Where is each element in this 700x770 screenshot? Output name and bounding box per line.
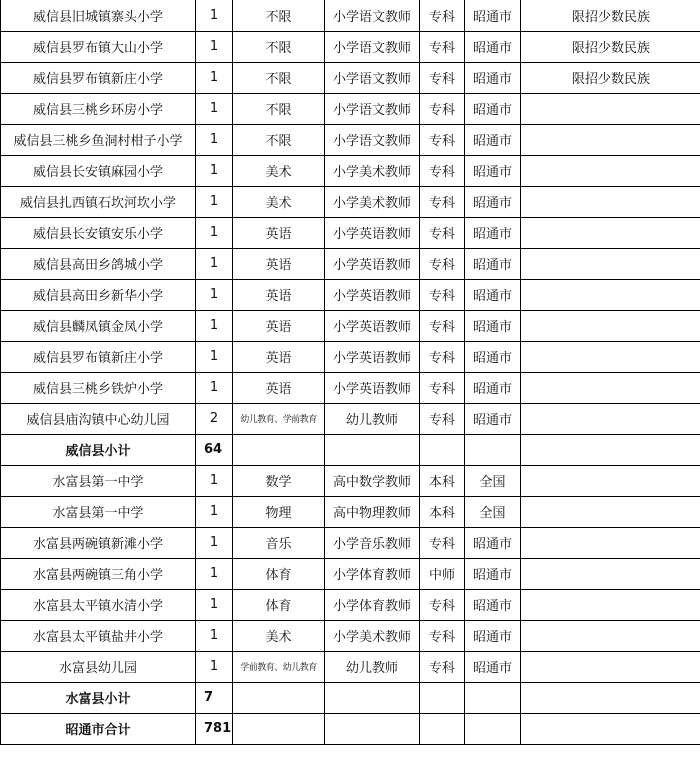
cell-education: 专科 [420, 310, 465, 341]
cell-post [325, 434, 420, 465]
cell-count: 1 [196, 93, 233, 124]
cell-scope: 昭通市 [465, 620, 521, 651]
cell-major: 不限 [233, 93, 325, 124]
cell-count: 64 [196, 434, 233, 465]
cell-unit: 水富县第一中学 [1, 465, 196, 496]
cell-note [521, 93, 700, 124]
cell-major [233, 713, 325, 744]
table-row [1, 341, 700, 372]
cell-major: 数学 [233, 465, 325, 496]
cell-unit: 威信县长安镇麻园小学 [1, 155, 196, 186]
cell-major: 物理 [233, 496, 325, 527]
cell-education: 专科 [420, 93, 465, 124]
cell-count: 7 [196, 682, 233, 713]
cell-note [521, 465, 700, 496]
table-row [1, 62, 700, 93]
cell-post: 小学美术教师 [325, 620, 420, 651]
cell-major: 体育 [233, 558, 325, 589]
cell-note [521, 682, 700, 713]
cell-unit: 威信县三桃乡环房小学 [1, 93, 196, 124]
cell-education: 中师 [420, 558, 465, 589]
cell-major: 英语 [233, 310, 325, 341]
cell-education: 专科 [420, 155, 465, 186]
cell-count: 1 [196, 589, 233, 620]
cell-post: 小学体育教师 [325, 589, 420, 620]
cell-count: 1 [196, 31, 233, 62]
cell-note [521, 310, 700, 341]
table-row [1, 279, 700, 310]
cell-education: 专科 [420, 527, 465, 558]
cell-unit: 昭通市合计 [1, 713, 196, 744]
cell-note [521, 186, 700, 217]
subtotal-row [1, 682, 700, 713]
cell-note [521, 155, 700, 186]
cell-count: 1 [196, 155, 233, 186]
cell-major: 幼儿教育、学前教育 [233, 403, 325, 434]
cell-scope: 昭通市 [465, 124, 521, 155]
table-row [1, 651, 700, 682]
cell-education: 本科 [420, 496, 465, 527]
cell-major: 英语 [233, 341, 325, 372]
cell-post: 幼儿教师 [325, 651, 420, 682]
cell-note: 限招少数民族 [521, 0, 700, 31]
cell-education: 专科 [420, 31, 465, 62]
cell-major: 不限 [233, 0, 325, 31]
cell-count: 1 [196, 558, 233, 589]
table-row [1, 372, 700, 403]
cell-post: 小学音乐教师 [325, 527, 420, 558]
cell-education: 专科 [420, 372, 465, 403]
cell-education: 专科 [420, 651, 465, 682]
cell-post: 小学美术教师 [325, 155, 420, 186]
cell-count: 1 [196, 465, 233, 496]
cell-post: 小学语文教师 [325, 0, 420, 31]
cell-note [521, 527, 700, 558]
table-row [1, 558, 700, 589]
cell-major [233, 682, 325, 713]
cell-education [420, 434, 465, 465]
subtotal-row [1, 434, 700, 465]
cell-scope: 昭通市 [465, 155, 521, 186]
table-row [1, 0, 700, 31]
cell-education: 专科 [420, 341, 465, 372]
cell-scope: 昭通市 [465, 279, 521, 310]
cell-unit: 水富县两碗镇三角小学 [1, 558, 196, 589]
cell-count: 2 [196, 403, 233, 434]
cell-scope: 昭通市 [465, 93, 521, 124]
cell-major [233, 434, 325, 465]
cell-education: 专科 [420, 248, 465, 279]
cell-count: 1 [196, 341, 233, 372]
cell-unit: 威信县旧城镇寨头小学 [1, 0, 196, 31]
cell-unit: 水富县太平镇盐井小学 [1, 620, 196, 651]
cell-post: 小学语文教师 [325, 93, 420, 124]
cell-scope: 全国 [465, 465, 521, 496]
cell-count: 1 [196, 279, 233, 310]
cell-scope: 昭通市 [465, 558, 521, 589]
cell-major: 美术 [233, 155, 325, 186]
cell-unit: 威信县三桃乡铁炉小学 [1, 372, 196, 403]
cell-note [521, 248, 700, 279]
cell-post: 小学语文教师 [325, 62, 420, 93]
cell-scope [465, 434, 521, 465]
cell-count: 1 [196, 0, 233, 31]
cell-note [521, 496, 700, 527]
cell-unit: 威信县长安镇安乐小学 [1, 217, 196, 248]
cell-scope: 昭通市 [465, 372, 521, 403]
cell-unit: 威信县庙沟镇中心幼儿园 [1, 403, 196, 434]
cell-scope: 昭通市 [465, 527, 521, 558]
cell-unit: 水富县两碗镇新滩小学 [1, 527, 196, 558]
cell-note [521, 124, 700, 155]
cell-unit: 威信县高田乡鸽城小学 [1, 248, 196, 279]
cell-note [521, 434, 700, 465]
cell-major: 学前教育、幼儿教育 [233, 651, 325, 682]
cell-education [420, 682, 465, 713]
cell-education: 专科 [420, 403, 465, 434]
cell-major: 不限 [233, 31, 325, 62]
cell-note [521, 341, 700, 372]
cell-education: 专科 [420, 124, 465, 155]
cell-count: 1 [196, 527, 233, 558]
table-row [1, 310, 700, 341]
table-row [1, 465, 700, 496]
cell-note: 限招少数民族 [521, 62, 700, 93]
cell-scope: 全国 [465, 496, 521, 527]
cell-count: 1 [196, 372, 233, 403]
cell-count: 1 [196, 310, 233, 341]
cell-education: 专科 [420, 620, 465, 651]
cell-unit: 威信县扎西镇石坎河坎小学 [1, 186, 196, 217]
cell-education: 专科 [420, 0, 465, 31]
cell-major: 不限 [233, 124, 325, 155]
cell-scope: 昭通市 [465, 310, 521, 341]
table-row [1, 217, 700, 248]
cell-education: 专科 [420, 589, 465, 620]
cell-scope [465, 713, 521, 744]
cell-major: 体育 [233, 589, 325, 620]
cell-scope: 昭通市 [465, 248, 521, 279]
table-row [1, 589, 700, 620]
cell-major: 音乐 [233, 527, 325, 558]
cell-post: 小学英语教师 [325, 341, 420, 372]
cell-scope: 昭通市 [465, 217, 521, 248]
cell-unit: 水富县幼儿园 [1, 651, 196, 682]
cell-scope: 昭通市 [465, 341, 521, 372]
cell-major: 英语 [233, 248, 325, 279]
cell-unit: 水富县小计 [1, 682, 196, 713]
cell-education: 专科 [420, 186, 465, 217]
cell-count: 781 [196, 713, 233, 744]
table-row [1, 496, 700, 527]
cell-post: 小学英语教师 [325, 310, 420, 341]
cell-post: 小学美术教师 [325, 186, 420, 217]
cell-scope: 昭通市 [465, 589, 521, 620]
cell-post: 小学英语教师 [325, 217, 420, 248]
cell-scope: 昭通市 [465, 0, 521, 31]
cell-count: 1 [196, 248, 233, 279]
cell-count: 1 [196, 651, 233, 682]
cell-unit: 威信县罗布镇大山小学 [1, 31, 196, 62]
table-row [1, 124, 700, 155]
cell-unit: 威信县罗布镇新庄小学 [1, 62, 196, 93]
table-row [1, 620, 700, 651]
cell-note [521, 279, 700, 310]
cell-note [521, 558, 700, 589]
cell-unit: 威信县高田乡新华小学 [1, 279, 196, 310]
cell-count: 1 [196, 186, 233, 217]
cell-note [521, 620, 700, 651]
table-row [1, 403, 700, 434]
cell-post: 小学英语教师 [325, 248, 420, 279]
cell-unit: 威信县罗布镇新庄小学 [1, 341, 196, 372]
cell-unit: 水富县太平镇水清小学 [1, 589, 196, 620]
table-row [1, 527, 700, 558]
cell-unit: 水富县第一中学 [1, 496, 196, 527]
cell-note: 限招少数民族 [521, 31, 700, 62]
cell-education [420, 713, 465, 744]
cell-major: 英语 [233, 279, 325, 310]
cell-count: 1 [196, 620, 233, 651]
cell-education: 专科 [420, 217, 465, 248]
table-body [1, 0, 700, 744]
cell-education: 专科 [420, 279, 465, 310]
table-row [1, 93, 700, 124]
subtotal-row [1, 713, 700, 744]
cell-major: 英语 [233, 217, 325, 248]
cell-note [521, 713, 700, 744]
cell-note [521, 403, 700, 434]
cell-post: 小学体育教师 [325, 558, 420, 589]
cell-scope [465, 682, 521, 713]
cell-scope: 昭通市 [465, 186, 521, 217]
cell-scope: 昭通市 [465, 651, 521, 682]
cell-count: 1 [196, 496, 233, 527]
cell-count: 1 [196, 217, 233, 248]
cell-post: 高中数学教师 [325, 465, 420, 496]
cell-post: 幼儿教师 [325, 403, 420, 434]
cell-scope: 昭通市 [465, 62, 521, 93]
cell-note [521, 372, 700, 403]
cell-note [521, 217, 700, 248]
cell-count: 1 [196, 124, 233, 155]
cell-major: 美术 [233, 620, 325, 651]
cell-post: 小学语文教师 [325, 124, 420, 155]
cell-post: 高中物理教师 [325, 496, 420, 527]
cell-post: 小学语文教师 [325, 31, 420, 62]
cell-scope: 昭通市 [465, 31, 521, 62]
cell-education: 本科 [420, 465, 465, 496]
cell-post [325, 713, 420, 744]
table-row [1, 186, 700, 217]
table-row [1, 31, 700, 62]
cell-note [521, 589, 700, 620]
cell-post: 小学英语教师 [325, 279, 420, 310]
table-row [1, 248, 700, 279]
cell-unit: 威信县麟凤镇金凤小学 [1, 310, 196, 341]
cell-note [521, 651, 700, 682]
cell-count: 1 [196, 62, 233, 93]
cell-unit: 威信县三桃乡鱼洞村柑子小学 [1, 124, 196, 155]
cell-major: 英语 [233, 372, 325, 403]
cell-scope: 昭通市 [465, 403, 521, 434]
cell-post: 小学英语教师 [325, 372, 420, 403]
cell-unit: 威信县小计 [1, 434, 196, 465]
table-row [1, 155, 700, 186]
cell-post [325, 682, 420, 713]
cell-education: 专科 [420, 62, 465, 93]
cell-major: 不限 [233, 62, 325, 93]
cell-major: 美术 [233, 186, 325, 217]
